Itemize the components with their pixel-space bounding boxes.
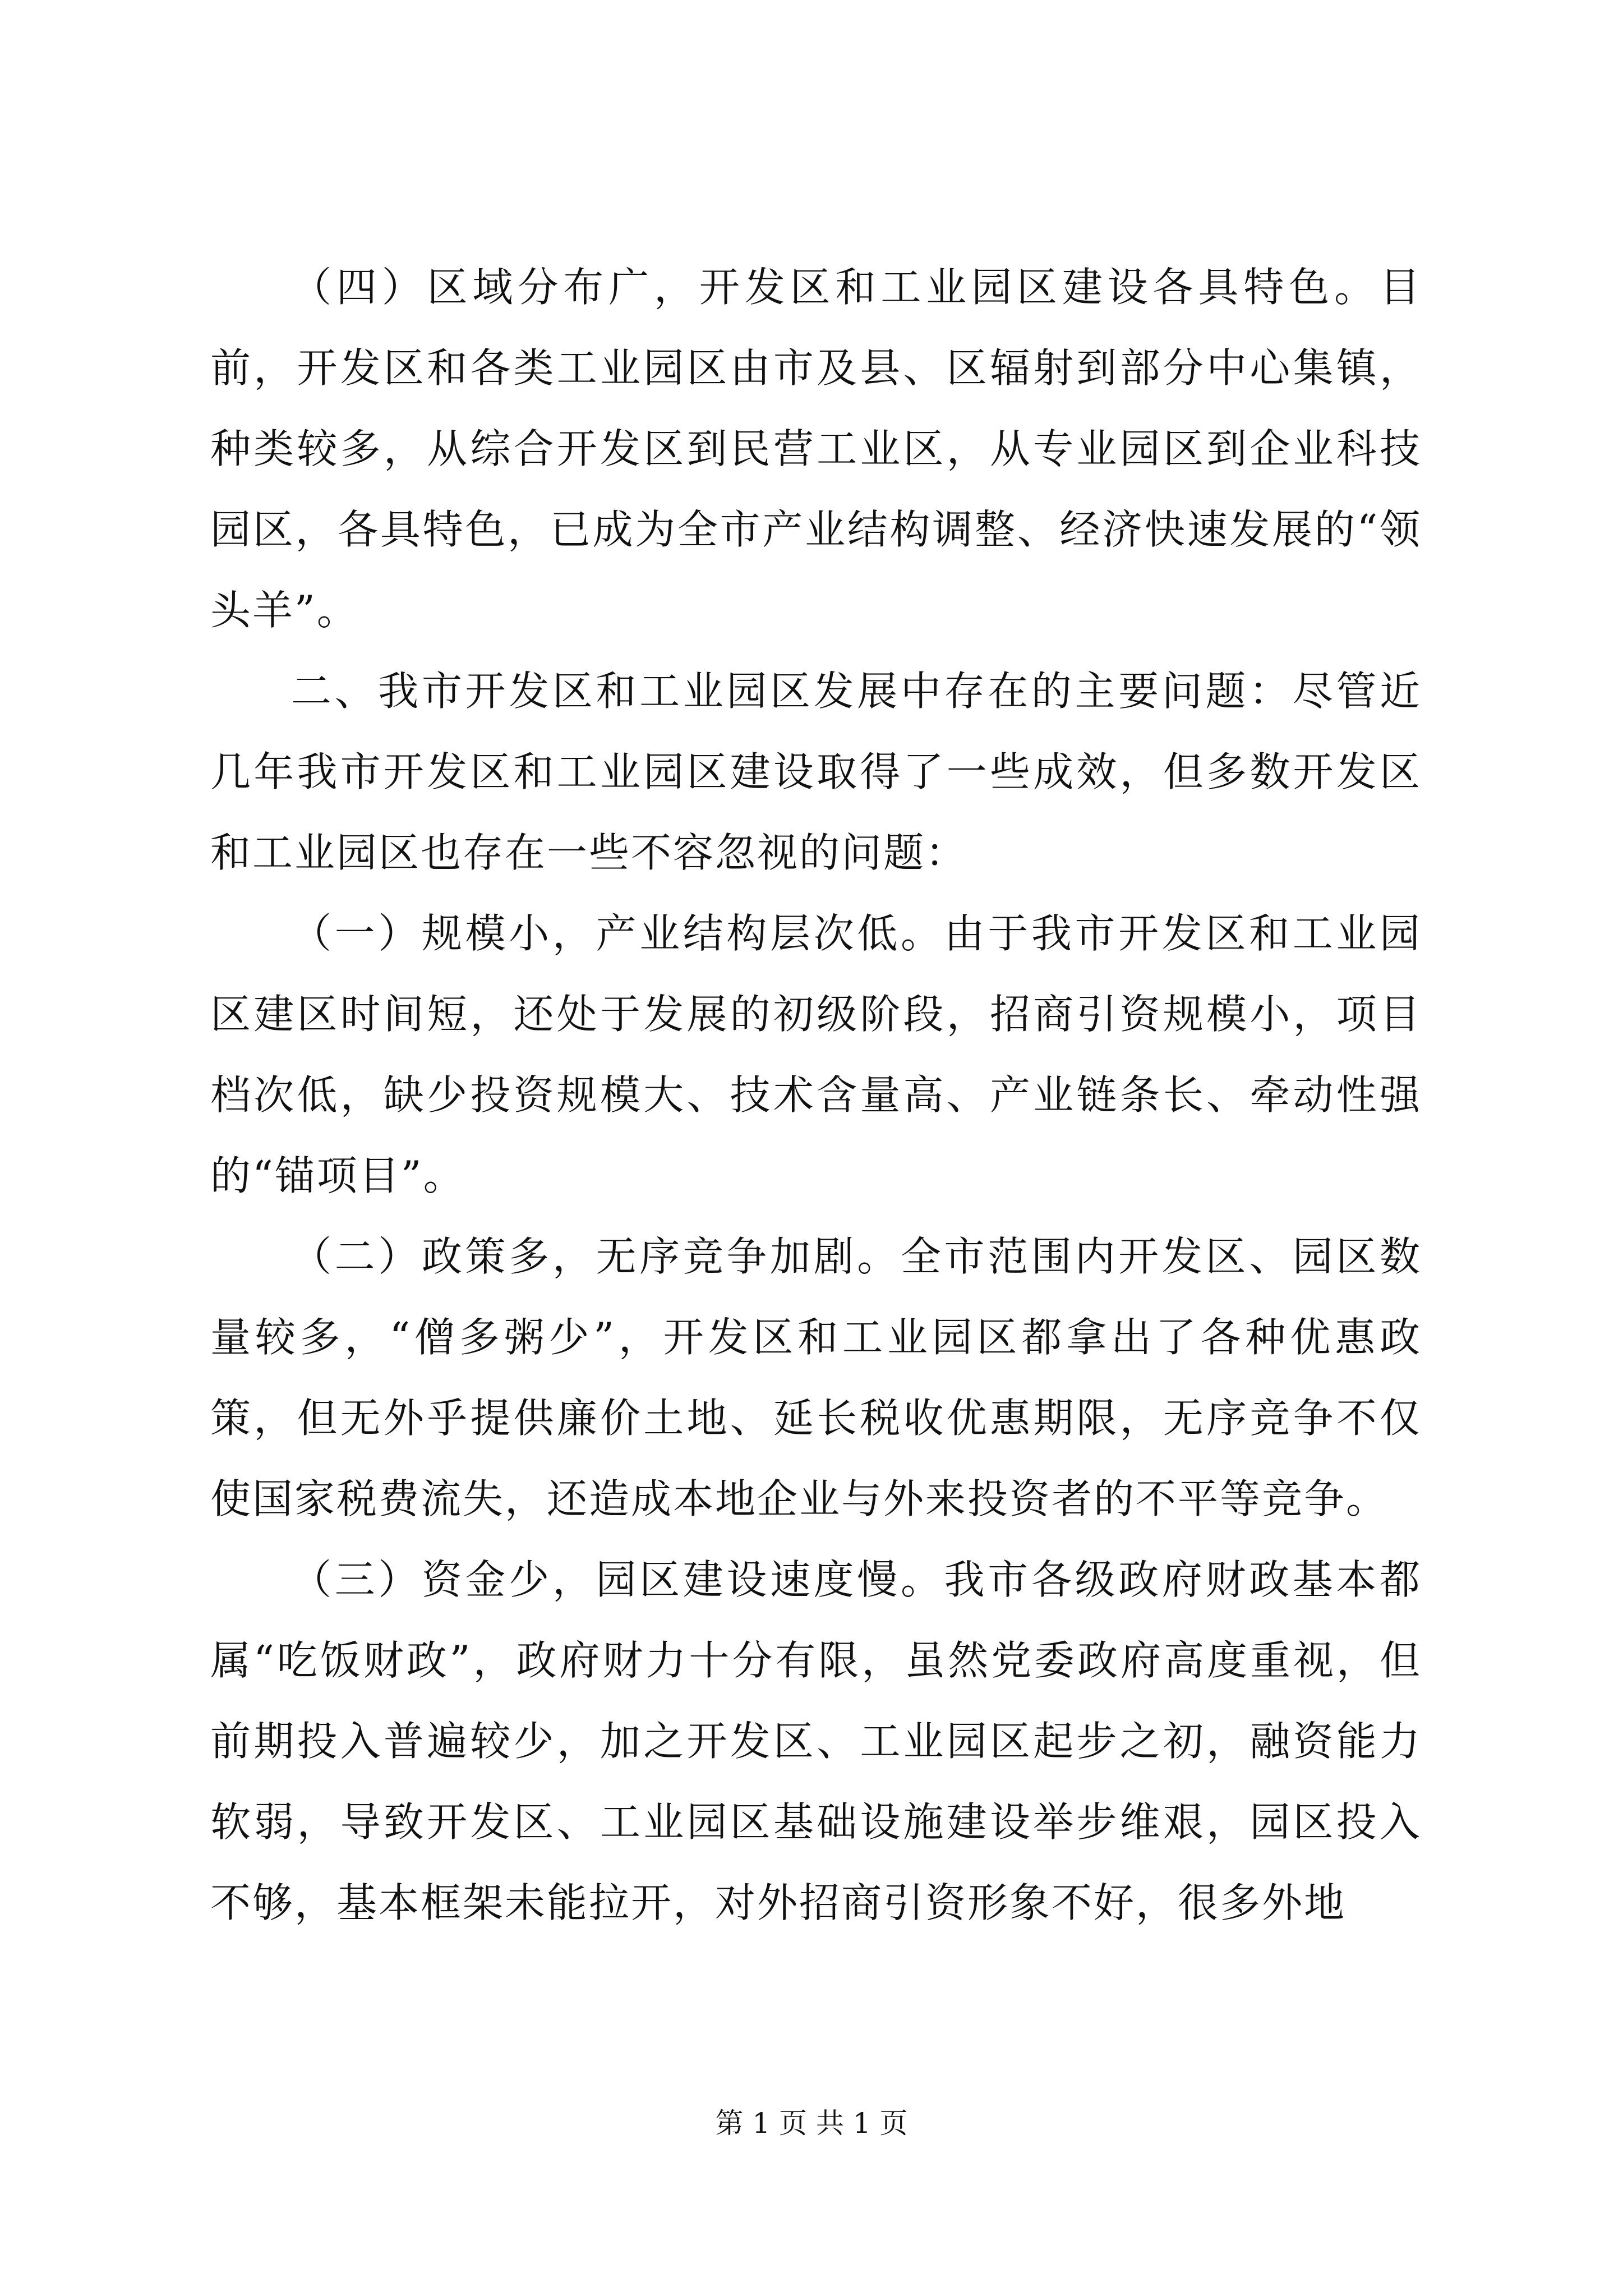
- paragraph-problem-2: （二）政策多，无序竞争加剧。全市范围内开发区、园区数量较多，“僧多粥少”，开发区和工业园区都拿出了各种优惠政策，但无外乎提供廉价土地、延长税收优惠期限，无序竞争不仅使国家税费流失，还造成本地企业与外来投资者的不平等竞争。: [210, 1233, 1422, 1522]
- paragraph-section-heading-2: 二、我市开发区和工业园区发展中存在的主要问题：尽管近几年我市开发区和工业园区建设取得了一些成效，但多数开发区和工业园区也存在一些不容忽视的问题：: [210, 668, 1422, 876]
- document-body: [210, 247, 1422, 1943]
- paragraph-section-4: （四）区域分布广，开发区和工业园区建设各具特色。目前，开发区和各类工业园区由市及县、区辐射到部分中心集镇，种类较多，从综合开发区到民营工业区，从专业园区到企业科技园区，各具特色，已成为全市产业结构调整、经济快速发展的“领头羊”。: [210, 264, 1422, 634]
- paragraph-problem-1: （一）规模小，产业结构层次低。由于我市开发区和工业园区建区时间短，还处于发展的初级阶段，招商引资规模小，项目档次低，缺少投资规模大、技术含量高、产业链条长、牵动性强的“锚项目”。: [210, 910, 1422, 1199]
- paragraph-problem-3: （三）资金少，园区建设速度慢。我市各级政府财政基本都属“吃饭财政”，政府财力十分有限，虽然党委政府高度重视，但前期投入普遍较少，加之开发区、工业园区起步之初，融资能力软弱，导致开发区、工业园区基础设施建设举步维艰，园区投入不够，基本框架未能拉开，对外招商引资形象不好，很多外地: [210, 1556, 1422, 1926]
- page-footer: 第 1 页 共 1 页: [715, 2107, 908, 2139]
